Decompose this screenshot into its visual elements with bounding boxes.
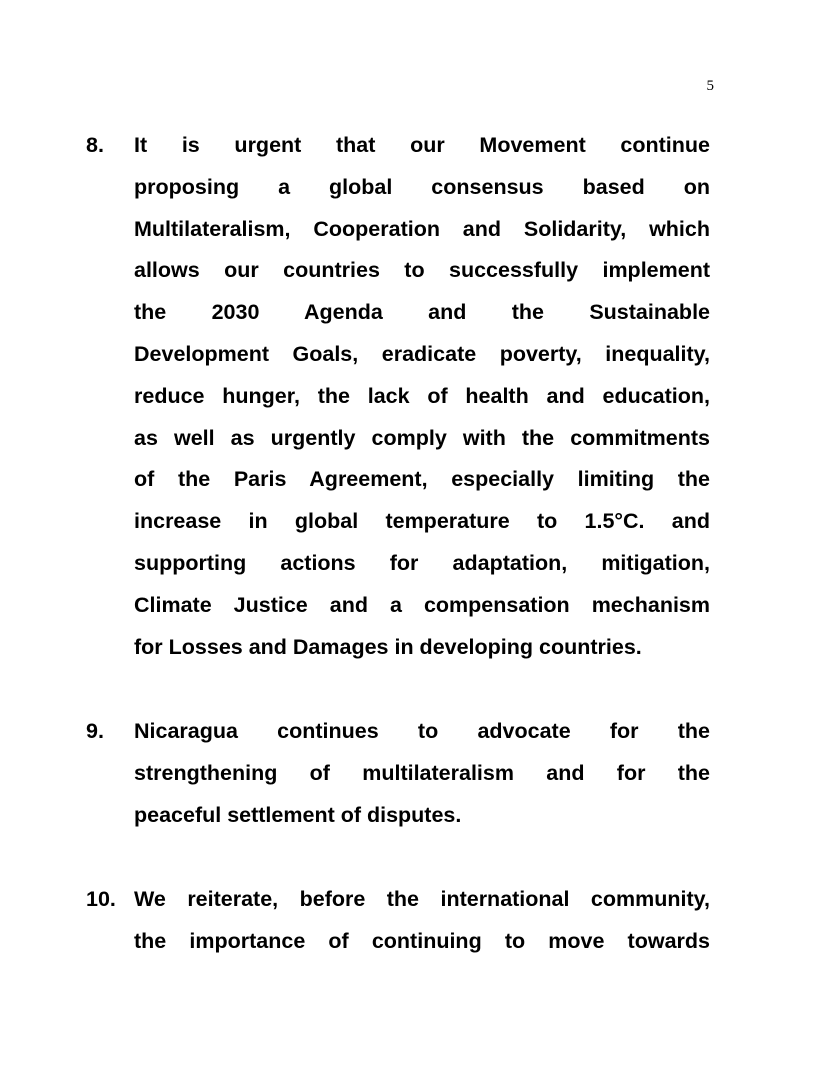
paragraph-line: proposing a global consensus based on [134,174,710,199]
paragraph-item-8 [86,125,710,668]
paragraph-line: It is urgent that our Movement continue [134,133,710,157]
paragraph-item-9 [86,711,710,836]
paragraph-line: increase in global temperature to 1.5°C. and [134,509,710,534]
paragraph-item-10 [86,879,710,963]
paragraph-line: as well as urgently comply with the commitments [134,425,710,450]
paragraph-line: allows our countries to successfully implement [134,258,710,283]
paragraph-line: of the Paris Agreement, especially limiting the [134,467,710,492]
item-number: 10. [86,887,116,911]
paragraph-line: Development Goals, eradicate poverty, inequality, [134,341,710,366]
paragraph-line: We reiterate, before the international community, [134,887,710,911]
paragraph-line: supporting actions for adaptation, mitigation, [134,550,710,575]
paragraph-line: Multilateralism, Cooperation and Solidarity, which [134,216,710,241]
paragraph-line: Nicaragua continues to advocate for the [134,719,710,743]
paragraph-line: Climate Justice and a compensation mechanism [134,592,710,617]
paragraph-line: strengthening of multilateralism and for the [134,760,710,785]
paragraph-line: reduce hunger, the lack of health and education, [134,383,710,408]
paragraph-line: the importance of continuing to move towards [134,928,710,953]
paragraph-line: for Losses and Damages in developing countries. [134,634,642,659]
paragraph-line: the 2030 Agenda and the Sustainable [134,300,710,325]
page-number: 5 [706,78,714,94]
item-number: 8. [86,133,104,157]
paragraph-line: peaceful settlement of disputes. [134,802,462,827]
item-number: 9. [86,719,104,743]
